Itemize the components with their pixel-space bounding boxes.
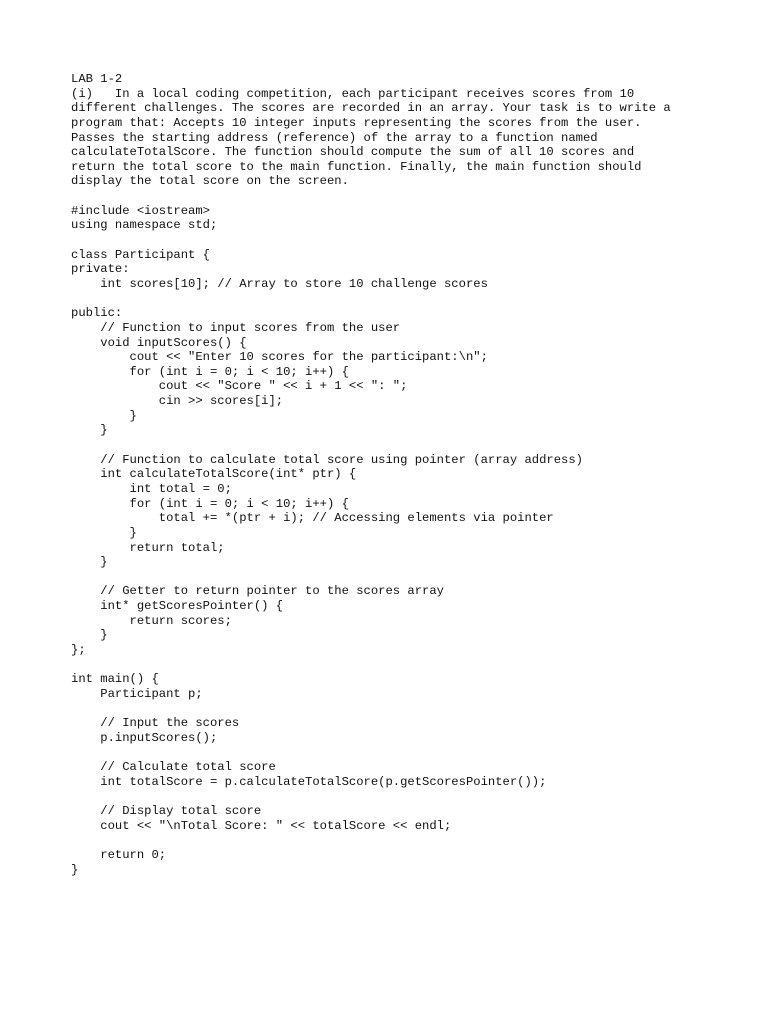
code-line: return total;	[71, 540, 225, 555]
blank-line	[71, 189, 751, 204]
problem-text-line: display the total score on the screen.	[71, 174, 349, 189]
code-line: };	[71, 642, 86, 657]
code-line: // Function to input scores from the user	[71, 320, 401, 335]
code-line: int calculateTotalScore(int* ptr) {	[71, 467, 357, 482]
code-line: // Getter to return pointer to the scores array	[71, 584, 444, 599]
code-line: }	[71, 525, 137, 540]
code-line: }	[71, 628, 108, 643]
code-line: return 0;	[71, 847, 167, 862]
code-line: cout << "Score " << i + 1 << ": ";	[71, 379, 408, 394]
lab-title: LAB 1-2	[71, 72, 123, 86]
code-line: // Display total score	[71, 804, 262, 819]
problem-text-line: calculateTotalScore. The function should compute the sum of all 10 scores and	[71, 145, 635, 160]
code-line: return scores;	[71, 613, 232, 628]
blank-line	[71, 789, 751, 804]
code-line: }	[71, 423, 108, 438]
code-line: }	[71, 555, 108, 570]
code-line: total += *(ptr + i); // Accessing elements via pointer	[71, 511, 554, 526]
document-page	[71, 72, 751, 877]
blank-line	[71, 570, 751, 585]
code-line: cout << "Enter 10 scores for the participant:\n";	[71, 350, 488, 365]
code-line: for (int i = 0; i < 10; i++) {	[71, 364, 349, 379]
blank-line	[71, 702, 751, 717]
blank-line	[71, 438, 751, 453]
blank-line	[71, 745, 751, 760]
blank-line	[71, 292, 751, 307]
code-line: }	[71, 408, 137, 423]
blank-line	[71, 233, 751, 248]
problem-text-line: Passes the starting address (reference) of the array to a function named	[71, 130, 598, 145]
code-line: cout << "\nTotal Score: " << totalScore << endl;	[71, 818, 452, 833]
code-line: // Calculate total score	[71, 760, 276, 775]
code-line: int main() {	[71, 672, 159, 687]
code-line: int scores[10]; // Array to store 10 challenge scores	[71, 276, 488, 291]
problem-text-line: (i) In a local coding competition, each participant receives scores from 10	[71, 86, 635, 101]
code-line: int total = 0;	[71, 481, 232, 496]
problem-text-line: different challenges. The scores are recorded in an array. Your task is to write a	[71, 101, 671, 116]
code-line: }	[71, 862, 79, 877]
code-line: void inputScores() {	[71, 335, 247, 350]
code-line: public:	[71, 306, 123, 321]
code-line: #include <iostream>	[71, 203, 210, 218]
code-line: Participant p;	[71, 686, 203, 701]
code-line: // Input the scores	[71, 716, 240, 731]
code-line: for (int i = 0; i < 10; i++) {	[71, 496, 349, 511]
code-line: // Function to calculate total score using pointer (array address)	[71, 452, 583, 467]
blank-line	[71, 658, 751, 673]
code-line: int* getScoresPointer() {	[71, 599, 284, 614]
code-line: p.inputScores();	[71, 730, 218, 745]
problem-text-line: program that: Accepts 10 integer inputs representing the scores from the user.	[71, 115, 642, 130]
code-line: using namespace std;	[71, 218, 218, 233]
code-line: class Participant {	[71, 247, 210, 262]
code-line: private:	[71, 262, 130, 277]
code-line: int totalScore = p.calculateTotalScore(p.getScoresPointer());	[71, 774, 547, 789]
problem-text-line: return the total score to the main function. Finally, the main function should	[71, 159, 642, 174]
blank-line	[71, 833, 751, 848]
code-line: cin >> scores[i];	[71, 394, 284, 409]
